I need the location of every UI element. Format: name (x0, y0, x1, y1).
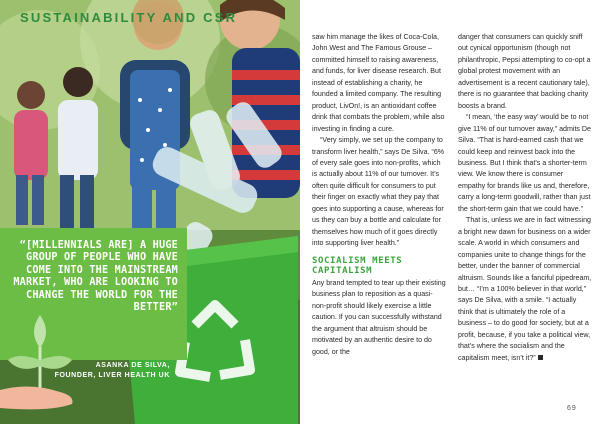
attribution-name: ASANKA DE SILVA, (95, 362, 170, 369)
paragraph: “I mean, ‘the easy way’ would be to not give 11% of our turnover away,” admits De Silva. “That is hard-earned cash that we could keep and reinvest back into the business. But I think that’s a shorter-term view. We know there is consumer empathy for brands like us and, therefore, carry a long-term goodwill, rather than just the short-term gain that we could have.” (458, 113, 591, 213)
paragraph: saw him manage the likes of Coca-Cola, John West and The Famous Grouse – committed himself to raising awareness, and funds, for liver disease research. But instead of establishing a charity, he founded a limited company. The resulting product, LivOn!, is an antioxidant coffee drink that combats the problem, while also investing in finding a cure. (312, 33, 445, 133)
attribution-role: FOUNDER, LIVER HEALTH UK (54, 372, 170, 379)
page-number: 69 (567, 405, 577, 412)
pull-quote-text: “[MILLENNIALS ARE] A HUGE GROUP OF PEOPLE WHO HAVE COME INTO THE MAINSTREAM MARKET, WHO ARE LOOKING TO CHANGE THE WORLD FOR THE BETTER” (13, 240, 178, 314)
end-of-article-mark (538, 355, 543, 360)
paragraph: “Very simply, we set up the company to transform liver health,” says De Silva. “6% of every sale goes into non-profits, which is actually about 11% of our turnover. It’s often quite difficult for consumers to put their finger on exactly what they pay that goes into supporting a cause, whereas for us they can buy a bottle and calculate for themselves how much of it goes directly into supporting liver health.” (312, 136, 445, 248)
subheading: SOCIALISM MEETS CAPITALISM (312, 255, 403, 276)
paragraph (458, 215, 592, 364)
paragraph: Any brand tempted to tear up their existing business plan to reposition as a quasi-non-profit should likely exercise a little caution. If you can successfully withstand the argument that altruism should be motivated by an authentic desire to do good, or the (312, 279, 446, 356)
text-column-1 (312, 32, 446, 358)
text-column-2 (458, 32, 592, 364)
paragraph: danger that consumers can quickly sniff out cynical opportunism (though not philanthropic, Pepsi attempting to co-opt a global protest movement with an advertisement is a recent cautionary tale), there is no guarantee that backing charity boosts a brand. (458, 33, 591, 110)
pull-quote-attribution (20, 361, 170, 381)
paragraph-text: That is, unless we are in fact witnessing a bright new dawn for business on a wider scale. A world in which consumers and companies unite to change things for the better, under the banner of commercial altruism. Sounds like a fanciful pipedream, but… “I’m a 100% believer in that world,” says De Silva, with a smile. “I actually think that is ultimately the role of a business – to do good for society, but at a profit, because, if you take a political view, that’s where the socialism and the capitalism meet, isn’t it?” (458, 216, 592, 362)
section-title: SUSTAINABILITY AND CSR (20, 10, 238, 25)
seedling-hand-icon (0, 290, 90, 410)
